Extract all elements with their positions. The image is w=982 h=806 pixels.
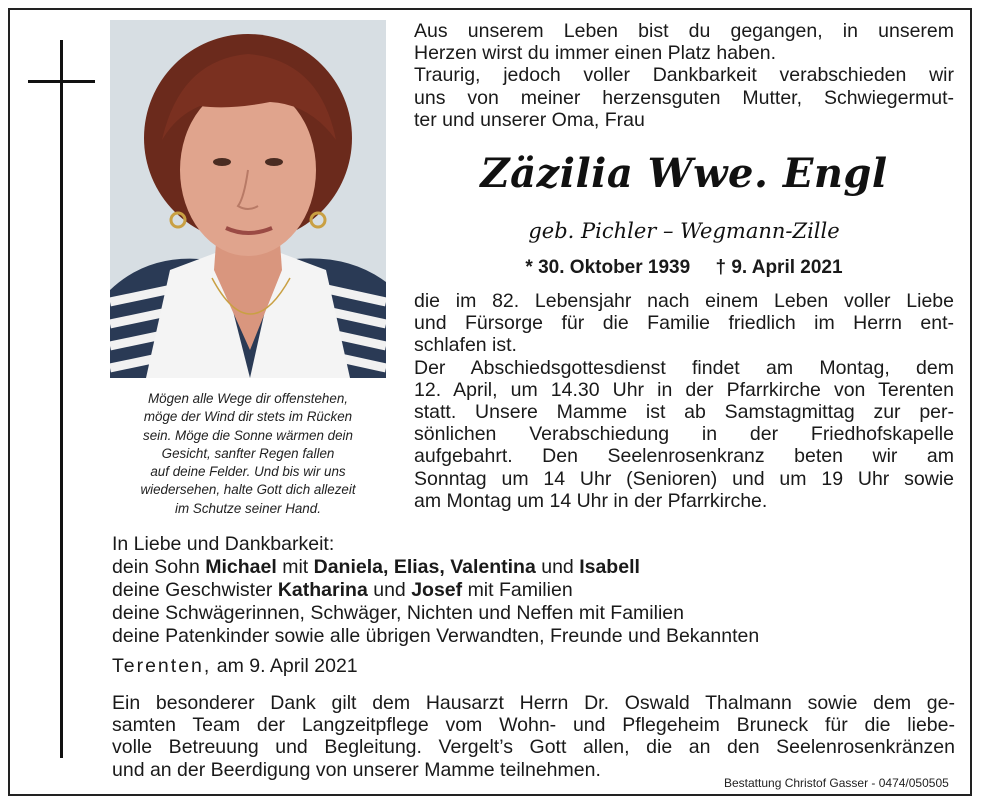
service-line: und Fürsorge für die Familie friedlich im Herrn ent- [414, 312, 954, 335]
poem-line: Mögen alle Wege dir offenstehen, [148, 391, 348, 406]
service-line: schlafen ist. [414, 334, 517, 357]
poem-line: möge der Wind dir stets im Rücken [143, 409, 353, 425]
service-line: am Montag um 14 Uhr in der Pfarrkirche. [414, 489, 768, 512]
intro-line: ter und unserer Oma, Frau [414, 108, 645, 131]
with-word: mit [282, 556, 309, 578]
birth-date: * 30. Oktober 1939 [525, 257, 691, 278]
undertaker-credit: Bestattung Christof Gasser - 0474/050505 [724, 776, 949, 790]
service-line: die im 82. Lebensjahr nach einem Leben voller Liebe [414, 290, 954, 312]
son-prefix: dein Sohn [112, 556, 200, 578]
poem-line: sein. Möge die Sonne wärmen dein [143, 427, 353, 443]
poem-line: im Schutze seiner Hand. [175, 500, 321, 516]
poem-line: Gesicht, sanfter Regen fallen [161, 445, 335, 461]
signoff-place: Terenten, [112, 655, 212, 677]
signoff [112, 655, 358, 677]
service-line: aufgebahrt. Den Seelenrosenkranz beten wir am [414, 445, 954, 468]
service-text [414, 290, 954, 512]
grandkids-names: Daniela, Elias, Valentina [313, 556, 536, 578]
portrait-photo [110, 20, 386, 378]
intro-line: Traurig, jedoch voller Dankbarkeit verabschieden wir [414, 64, 954, 87]
son-name: Michael [205, 556, 277, 578]
and-word: und [373, 579, 406, 601]
thanks-text [112, 692, 955, 781]
intro-text [414, 20, 954, 131]
cross-icon-bar [28, 80, 95, 83]
signoff-date: am 9. April 2021 [216, 655, 358, 677]
intro-line: Herzen wirst du immer einen Platz haben. [414, 42, 776, 65]
service-line: Sonntag um 14 Uhr (Senioren) und um 19 Uhr sowie [414, 467, 954, 490]
service-line: Der Abschiedsgottesdienst findet am Montag, dem [414, 356, 954, 379]
siblings-suffix: mit Familien [467, 579, 573, 601]
mourners-siblings [112, 579, 573, 602]
deceased-name: Zäzilia Wwe. Engl [480, 150, 888, 197]
mourners-heading: In Liebe und Dankbarkeit: [112, 533, 335, 555]
service-line: sönlichen Verabschiedung in der Friedhofskapelle [414, 423, 954, 446]
mourners-inlaws: deine Schwägerinnen, Schwäger, Nichten und Neffen mit Familien [112, 602, 684, 624]
birth-name: geb. Pichler – Wegmann-Zille [528, 219, 840, 243]
poem-line: auf deine Felder. Und bis wir uns [150, 464, 346, 480]
grandkid-last-name: Isabell [579, 556, 640, 578]
intro-line: Aus unserem Leben bist du gegangen, in unserem [414, 20, 954, 42]
poem [108, 390, 388, 518]
intro-line: uns von meiner herzensguten Mutter, Schwiegermut- [414, 86, 954, 109]
sibling-name: Josef [411, 579, 463, 601]
cross-icon [60, 40, 63, 758]
mourners-son [112, 556, 640, 579]
siblings-prefix: deine Geschwister [112, 579, 273, 601]
death-date: † 9. April 2021 [715, 257, 843, 278]
service-line: statt. Unsere Mamme ist ab Samstagmittag zur per- [414, 401, 954, 424]
thanks-line: samten Team der Langzeitpflege vom Wohn- und Pflegeheim Bruneck für die liebe- [112, 714, 955, 737]
thanks-line: volle Betreuung und Begleitung. Vergelt’s Gott allen, die an den Seelenrosenkränzen [112, 736, 955, 759]
and-word: und [541, 556, 574, 578]
sibling-name: Katharina [277, 579, 368, 601]
thanks-line: und an der Beerdigung von unserer Mamme teilnehmen. [112, 758, 601, 781]
life-dates [414, 256, 954, 280]
poem-line: wiedersehen, halte Gott dich allezeit [140, 482, 356, 498]
mourners-godchildren: deine Patenkinder sowie alle übrigen Verwandten, Freunde und Bekannten [112, 625, 760, 647]
service-line: 12. April, um 14.30 Uhr in der Pfarrkirche von Terenten [414, 378, 954, 401]
thanks-line: Ein besonderer Dank gilt dem Hausarzt Herrn Dr. Oswald Thalmann sowie dem ge- [112, 692, 955, 714]
